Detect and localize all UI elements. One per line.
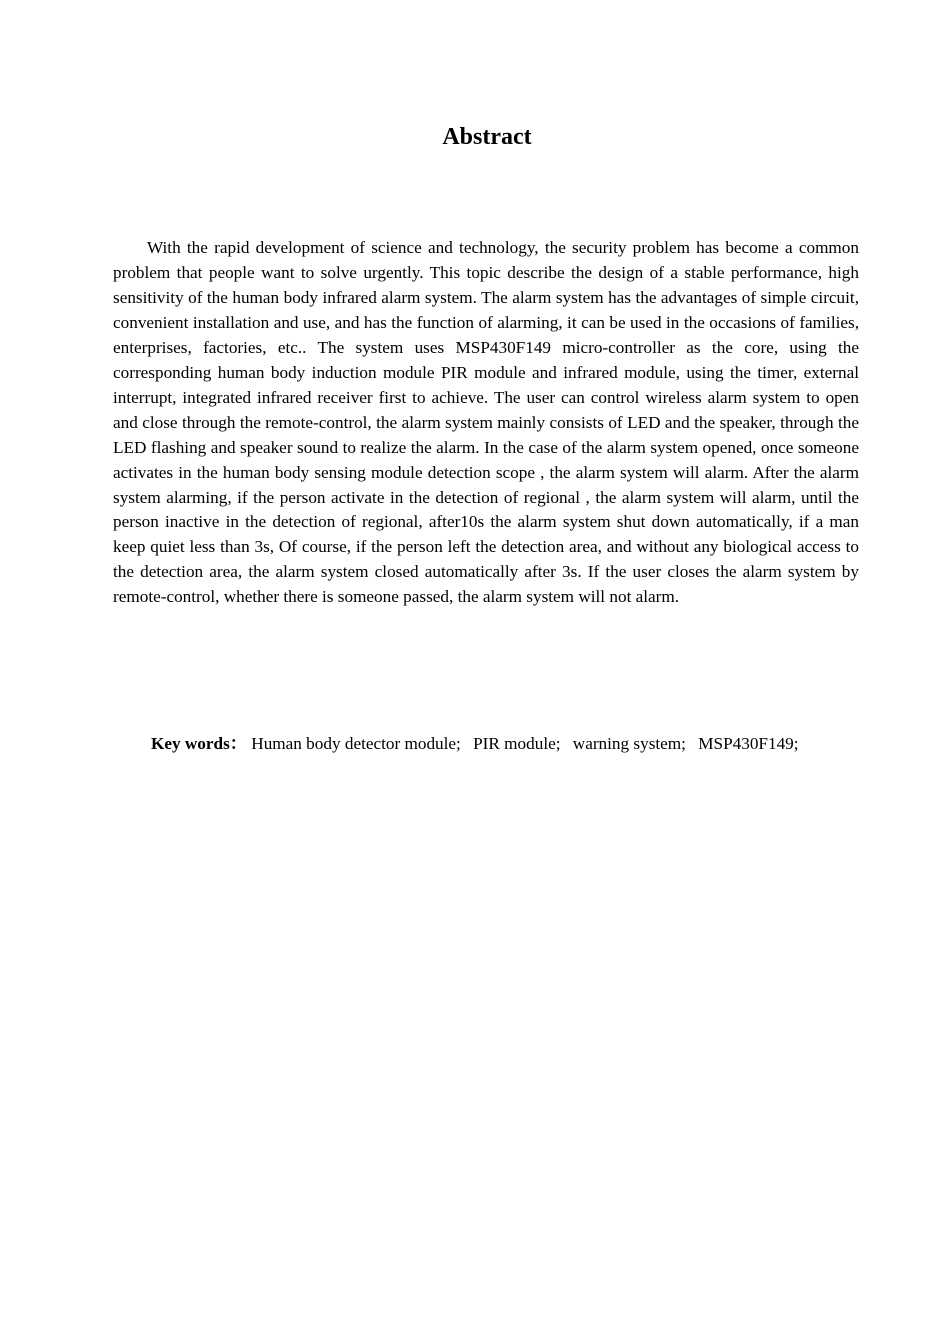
keyword-item: Human body detector module; [251, 734, 461, 753]
keyword-item: MSP430F149; [698, 734, 799, 753]
keyword-item: PIR module; [473, 734, 561, 753]
keywords-separator: ： [229, 734, 247, 753]
keyword-item: warning system; [572, 734, 686, 753]
keywords-label: Key words [151, 734, 230, 753]
abstract-paragraph: With the rapid development of science and technology, the security problem has become a common problem that people want to solve urgently. This topic describe the design of a stable performance, high sensitivity of the human body infrared alarm system. The alarm system has the advantages of simple circuit, convenient installation and use, and has the function of alarming, it can be used in the occasions of families, enterprises, factories, etc.. The system uses MSP430F149 micro-controller as the core, using the corresponding human body induction module PIR module and infrared module, using the timer, external interrupt, integrated infrared receiver first to achieve. The user can control wireless alarm system to open and close through the remote-control, the alarm system mainly consists of LED and the speaker, through the LED flashing and speaker sound to realize the alarm. In the case of the alarm system opened, once someone activates in the human body sensing module detection scope , the alarm system will alarm. After the alarm system alarming, if the person activate in the detection of regional , the alarm system will alarm, until the person inactive in the detection of regional, after10s the alarm system shut down automatically, if a man keep quiet less than 3s, Of course, if the person left the detection area, and without any biological access to the detection area, the alarm system closed automatically after 3s. If the user closes the alarm system by remote-control, whether there is someone passed, the alarm system will not alarm. [113, 238, 859, 607]
page-title: Abstract [442, 124, 532, 150]
keywords-line [151, 731, 871, 756]
